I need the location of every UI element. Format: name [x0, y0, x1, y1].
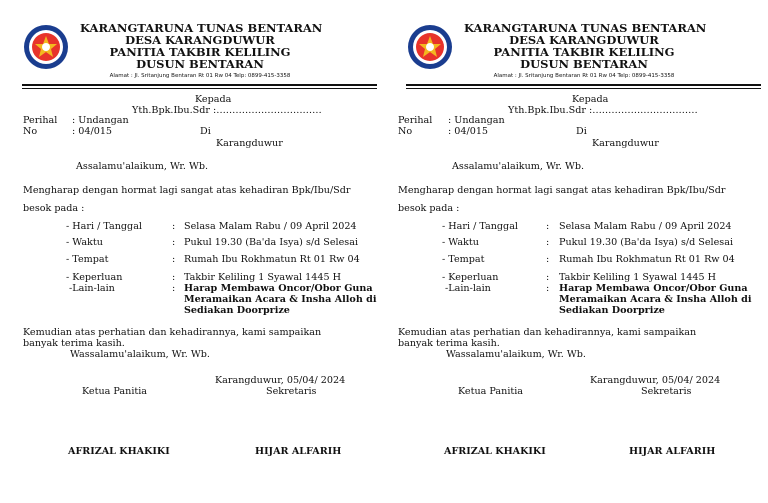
wassalam: Wassalamu'alaikum, Wr. Wb. [446, 349, 586, 360]
di-label: Di [576, 126, 587, 137]
detail-value: Rumah Ibu Rokhmatun Rt 01 Rw 04 [559, 254, 735, 265]
perihal-label: Perihal [23, 115, 58, 126]
closing-text: Kemudian atas perhatian dan kehadirannya, kami sampaikan [398, 327, 697, 338]
no-value: : 04/015 [72, 126, 113, 137]
kepada: Kepada [195, 94, 232, 105]
lain-colon: : [172, 283, 176, 294]
detail-colon: : [172, 221, 176, 232]
letter-date: Karangduwur, 05/04/ 2024 [590, 375, 721, 386]
closing-text: banyak terima kasih. [398, 338, 500, 349]
salam: Assalamu'alaikum, Wr. Wb. [76, 161, 209, 172]
lain-line: Sediakan Doorprize [559, 305, 665, 316]
no-value: : 04/015 [448, 126, 489, 137]
opening-text: Mengharap dengan hormat lagi sangat atas kehadiran Bpk/Ibu/Sdr [23, 185, 351, 196]
perihal-label: Perihal [398, 115, 433, 126]
sekretaris-name: HIJAR ALFARIH [255, 446, 342, 457]
detail-label: - Hari / Tanggal [442, 221, 518, 232]
detail-colon: : [172, 237, 176, 248]
org-name: KARANGTARUNA TUNAS BENTARAN [464, 21, 707, 35]
lain-label: -Lain-lain [69, 283, 115, 294]
header-rule-thick [22, 84, 377, 86]
dusun-name: DUSUN BENTARAN [136, 57, 264, 71]
lain-colon: : [546, 283, 550, 294]
desa-name: DESA KARANGDUWUR [509, 33, 659, 47]
panitia-name: PANITIA TAKBIR KELILING [109, 45, 291, 59]
header-rule-thin [22, 88, 377, 89]
place: Karangduwur [216, 138, 283, 149]
closing-text: Kemudian atas perhatian dan kehadirannya, kami sampaikan [23, 327, 322, 338]
panitia-name: PANITIA TAKBIR KELILING [493, 45, 675, 59]
detail-value: Rumah Ibu Rokhmatun Rt 01 Rw 04 [184, 254, 360, 265]
karangtaruna-emblem-icon [407, 24, 453, 70]
detail-label: - Keperluan [66, 272, 123, 283]
detail-colon: : [172, 254, 176, 265]
detail-value: Pukul 19.30 (Ba'da Isya) s/d Selesai [559, 237, 734, 248]
header-rule-thin [406, 88, 761, 89]
detail-value: Takbir Keliling 1 Syawal 1445 H [559, 272, 717, 283]
address-line: Alamat : Jl. Sritanjung Bentaran Rt 01 Rw 04 Telp: 0899-415-3358 [493, 73, 675, 79]
lain-line: Meramaikan Acara & Insha Alloh di [559, 294, 752, 305]
di-label: Di [200, 126, 211, 137]
detail-colon: : [546, 254, 550, 265]
detail-value: Pukul 19.30 (Ba'da Isya) s/d Selesai [184, 237, 359, 248]
sekretaris-label: Sekretaris [641, 386, 692, 397]
detail-value: Selasa Malam Rabu / 09 April 2024 [559, 221, 732, 232]
recipient-line: Yth.Bpk.Ibu.Sdr :…………………………… [132, 105, 322, 116]
detail-colon: : [172, 272, 176, 283]
place: Karangduwur [592, 138, 659, 149]
ketua-label: Ketua Panitia [458, 386, 524, 397]
kepada: Kepada [572, 94, 609, 105]
detail-label: - Tempat [442, 254, 485, 265]
no-label: No [23, 126, 38, 137]
lain-line: Harap Membawa Oncor/Obor Guna [559, 283, 748, 294]
lain-line: Harap Membawa Oncor/Obor Guna [184, 283, 373, 294]
address-line: Alamat : Jl. Sritanjung Bentaran Rt 01 Rw 04 Telp: 0899-415-3358 [109, 73, 291, 79]
wassalam: Wassalamu'alaikum, Wr. Wb. [70, 349, 210, 360]
karangtaruna-emblem-icon [23, 24, 69, 70]
detail-label: - Waktu [442, 237, 479, 248]
detail-label: - Tempat [66, 254, 109, 265]
detail-colon: : [546, 221, 550, 232]
ketua-name: AFRIZAL KHAKIKI [444, 446, 546, 457]
desa-name: DESA KARANGDUWUR [125, 33, 275, 47]
opening-text: Mengharap dengan hormat lagi sangat atas kehadiran Bpk/Ibu/Sdr [398, 185, 726, 196]
detail-label: - Waktu [66, 237, 103, 248]
lain-line: Meramaikan Acara & Insha Alloh di [184, 294, 377, 305]
sekretaris-label: Sekretaris [266, 386, 317, 397]
detail-label: - Hari / Tanggal [66, 221, 142, 232]
detail-colon: : [546, 272, 550, 283]
lain-line: Sediakan Doorprize [184, 305, 290, 316]
sekretaris-name: HIJAR ALFARIH [629, 446, 716, 457]
detail-value: Selasa Malam Rabu / 09 April 2024 [184, 221, 357, 232]
besok-pada: besok pada : [23, 203, 85, 214]
detail-label: - Keperluan [442, 272, 499, 283]
perihal-value: : Undangan [448, 115, 505, 126]
ketua-label: Ketua Panitia [82, 386, 148, 397]
besok-pada: besok pada : [398, 203, 460, 214]
org-name: KARANGTARUNA TUNAS BENTARAN [80, 21, 323, 35]
ketua-name: AFRIZAL KHAKIKI [68, 446, 170, 457]
recipient-line: Yth.Bpk.Ibu.Sdr :…………………………… [508, 105, 698, 116]
salam: Assalamu'alaikum, Wr. Wb. [452, 161, 585, 172]
detail-value: Takbir Keliling 1 Syawal 1445 H [184, 272, 342, 283]
letter-date: Karangduwur, 05/04/ 2024 [215, 375, 346, 386]
header-rule-thick [406, 84, 761, 86]
detail-colon: : [546, 237, 550, 248]
lain-label: -Lain-lain [445, 283, 491, 294]
dusun-name: DUSUN BENTARAN [520, 57, 648, 71]
invitation-letter-right [384, 0, 768, 503]
perihal-value: : Undangan [72, 115, 129, 126]
closing-text: banyak terima kasih. [23, 338, 125, 349]
no-label: No [398, 126, 413, 137]
